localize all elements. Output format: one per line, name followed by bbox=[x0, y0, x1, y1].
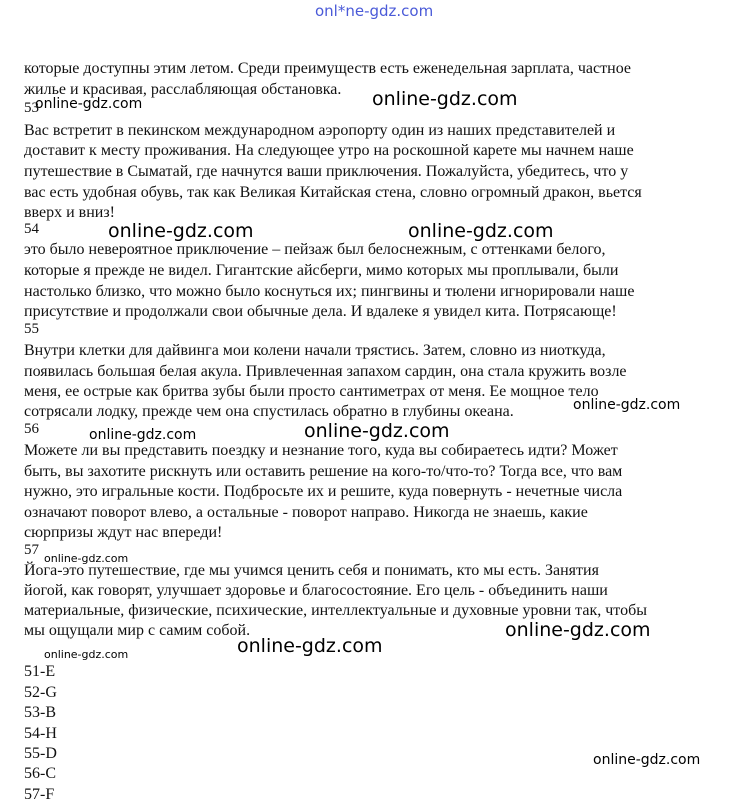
text-line: присутствие и продолжали свои обычные дела. И вдалеке я увидел кита. Потрясающе! bbox=[24, 303, 617, 320]
text-line: Можете ли вы представить поездку и незнание того, куда вы собираетесь идти? Может bbox=[24, 442, 618, 459]
watermark: online-gdz.com bbox=[237, 635, 383, 657]
watermark: online-gdz.com bbox=[408, 220, 554, 242]
text-line: материальные, физические, психические, интеллектуальные и духовные уровни так, чтобы bbox=[24, 602, 647, 619]
text-line: вас есть удобная обувь, так как Великая Китайская стена, словно огромный дракон, вьется bbox=[24, 184, 642, 201]
answer-item: 56-C bbox=[24, 765, 56, 782]
watermark: online-gdz.com bbox=[372, 88, 518, 110]
section-number: 54 bbox=[24, 221, 39, 237]
section-number: 53 bbox=[24, 100, 39, 116]
text-line: нужно, это игральные кости. Подбросьте их и решите, куда повернуть - нечетные числа bbox=[24, 483, 623, 500]
answer-item: 51-E bbox=[24, 663, 56, 680]
text-line: мы ощущали мир с самим собой. bbox=[24, 622, 251, 639]
text-line: Йога-это путешествие, где мы учимся ценить себя и понимать, кто мы есть. Занятия bbox=[24, 562, 599, 579]
section-number: 56 bbox=[24, 421, 39, 437]
text-line: это было невероятное приключение – пейзаж был белоснежным, с оттенками белого, bbox=[24, 241, 606, 258]
text-line: Внутри клетки для дайвинга мои колени начали трястись. Затем, словно из ниоткуда, bbox=[24, 342, 606, 359]
text-line: доставит к месту проживания. На следующее утро на роскошной карете мы начнем наше bbox=[24, 142, 634, 159]
text-line: Вас встретит в пекинском международном аэропорту один из наших представителей и bbox=[24, 122, 616, 139]
answer-item: 52-G bbox=[24, 684, 57, 701]
text-line: быть, вы захотите рискнуть или оставить решение на кого-то/что-то? Тогда все, что вам bbox=[24, 463, 623, 480]
watermark: online-gdz.com bbox=[505, 619, 651, 641]
answer-item: 53-B bbox=[24, 704, 56, 721]
text-line: которые доступны этим летом. Среди преимуществ есть еженедельная зарплата, частное bbox=[24, 60, 631, 77]
top-watermark: onl*ne-gdz.com bbox=[315, 2, 434, 20]
section-number: 57 bbox=[24, 542, 39, 558]
watermark: online-gdz.com bbox=[573, 397, 681, 413]
text-line: появилась большая белая акула. Привлеченная запахом сардин, она стала кружить возле bbox=[24, 363, 627, 380]
watermark: online-gdz.com bbox=[44, 648, 129, 661]
watermark: online-gdz.com bbox=[44, 552, 129, 565]
watermark: online-gdz.com bbox=[108, 220, 254, 242]
text-line: йогой, как говорят, улучшает здоровье и благосостояние. Его цель - объединить наши bbox=[24, 582, 608, 599]
text-line: меня, ее острые как бритва зубы были просто сантиметрах от меня. Ее мощное тело bbox=[24, 383, 599, 400]
answer-item: 54-H bbox=[24, 725, 57, 742]
answer-item: 55-D bbox=[24, 745, 57, 762]
watermark: online-gdz.com bbox=[593, 752, 701, 768]
text-line: сюрпризы ждут нас впереди! bbox=[24, 524, 223, 541]
text-line: настолько близко, что можно было коснуться их; пингвины и тюлени игнорировали наше bbox=[24, 283, 635, 300]
text-line: сотрясали лодку, прежде чем она спустилась обратно в глубины океана. bbox=[24, 403, 514, 420]
section-number: 55 bbox=[24, 321, 39, 337]
text-line: вверх и вниз! bbox=[24, 204, 116, 221]
text-line: путешествие в Сыматай, где начнутся ваши приключения. Пожалуйста, убедитесь, что у bbox=[24, 163, 629, 180]
text-line: означают поворот влево, а остальные - поворот направо. Никогда не знаешь, какие bbox=[24, 504, 588, 521]
watermark: online-gdz.com bbox=[89, 427, 197, 443]
watermark: online-gdz.com bbox=[304, 420, 450, 442]
watermark: online-gdz.com bbox=[35, 96, 143, 112]
answer-item: 57-F bbox=[24, 786, 55, 803]
text-line: жилье и красивая, расслабляющая обстановка. bbox=[24, 81, 342, 98]
text-line: которые я прежде не видел. Гигантские айсберги, мимо которых мы проплывали, были bbox=[24, 262, 619, 279]
